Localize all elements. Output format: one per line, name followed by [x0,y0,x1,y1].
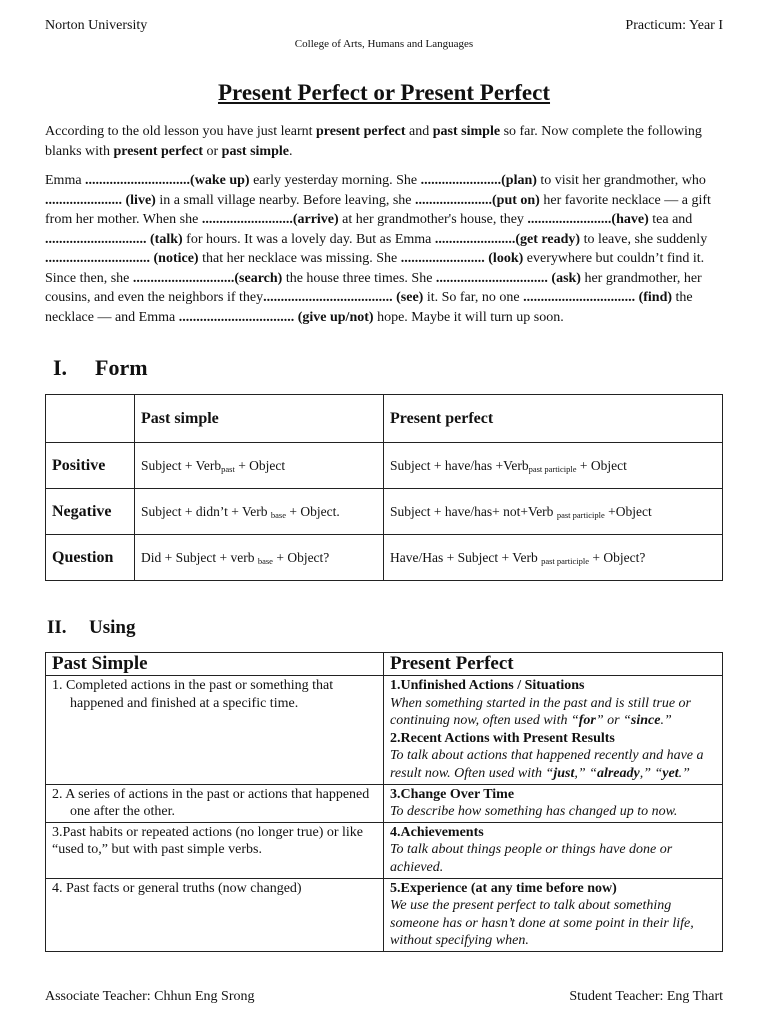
table-header-row [46,653,723,676]
usage-text: ,” “ [639,765,663,781]
formula-text: +Object [604,503,652,519]
table-row [46,878,723,951]
formula-subscript: past participle [541,555,589,566]
usage-item: 1. Completed actions in the past or something that happened and finished at a specific time. [52,678,334,711]
verb-cue: (put on) [492,192,540,208]
table-row [46,784,723,822]
usage-heading: 1.Unfinished Actions / Situations [390,678,585,693]
table-cell [384,676,723,785]
associate-teacher: Associate Teacher: Chhun Eng Srong [45,989,255,1004]
usage-text: ” or “ [595,713,631,729]
table-cell [135,535,384,581]
section-heading-using [47,617,135,639]
usage-item: 4. Past facts or general truths (now changed) [52,880,302,896]
formula-subscript: base [270,509,286,520]
practicum-label: Practicum: Year I [625,18,723,33]
table-row [46,535,723,581]
intro-keyword: past simple [221,144,289,159]
formula-text: + Object [576,457,627,473]
blank-12[interactable]: ................................ [435,270,552,286]
formula-subscript: past participle [528,463,577,474]
section-label: Using [89,617,136,638]
blank-14[interactable]: ................................ [523,290,639,305]
intro-keyword: present perfect [316,124,406,139]
verb-cue: (look) [488,251,524,266]
blank-13[interactable]: ..................................... [263,290,397,305]
blank-1[interactable]: .............................. [85,173,191,188]
story-text: to visit her grandmother, who [536,173,706,188]
table-cell [135,489,384,535]
section-heading-form [53,355,148,381]
table-cell [384,535,723,581]
usage-text: ,” “ [574,765,597,781]
usage-keyword: just [553,765,575,781]
table-cell [384,784,723,822]
blank-10[interactable]: ........................ [400,251,489,266]
blank-11[interactable]: ............................. [132,270,235,286]
usage-description: We use the present perfect to talk about something someone has or hasn’t done at some point in their life, without specifying when. [390,898,694,949]
verb-cue: (see) [396,290,424,305]
intro-text: . [288,144,293,159]
verb-cue: (get ready) [515,231,581,247]
usage-description: To describe how something has changed up to now. [390,804,678,820]
usage-item: 2. A series of actions in the past or actions that happened one after the other. [52,786,370,820]
table-cell [46,822,384,878]
usage-heading: 3.Change Over Time [390,786,515,802]
formula-text: Subject + Verb [141,457,222,473]
usage-table [45,652,723,952]
story-text: to leave, she suddenly [580,231,708,247]
table-row [46,443,723,489]
blank-9[interactable]: .............................. [45,251,154,266]
row-label: Negative [46,489,135,535]
instructions [45,122,723,162]
intro-text: According to the old lesson you have just learnt [45,124,316,139]
table-row [46,822,723,878]
story-text: at her grandmother's house, they [338,212,528,227]
story-text: tea and [648,212,693,227]
column-header: Past Simple [46,653,384,676]
formula-subscript: past [221,463,235,474]
story-text: that her necklace was missing. She [198,251,401,266]
usage-description: To talk about things people or things have done or achieved. [390,842,673,875]
usage-item: 3.Past habits or repeated actions (no longer true) or like “used to,” but with past simple verbs. [52,824,364,858]
column-header: Present Perfect [384,653,723,676]
story-text: Emma [45,173,86,188]
story-text: her favorite necklace — a gift from her mother. When she [45,192,711,227]
verb-cue: (find) [638,290,673,305]
table-cell [384,443,723,489]
formula-text: + Object [234,457,286,473]
usage-heading: 5.Experience (at any time before now) [390,880,617,896]
formula-text: Did + Subject + verb [141,549,258,565]
intro-text: and [405,124,433,139]
usage-text: .” [678,765,690,781]
row-label: Question [46,535,135,581]
story-text: for hours. It was a lovely day. But as Emma [182,231,435,247]
section-label: Form [95,355,148,380]
story-text: early yesterday morning. She [249,173,421,188]
blank-7[interactable]: ............................. [45,231,150,247]
table-row [46,489,723,535]
story-text: in a small village nearby. Before leaving, she [155,192,415,208]
verb-cue: (arrive) [292,212,339,227]
formula-subscript: base [257,555,273,566]
section-number: II. [47,617,67,638]
intro-keyword: past simple [432,124,501,139]
formula-text: + Object? [272,549,330,565]
intro-text: so far. Now complete the following blanks with [45,124,702,159]
usage-description [390,747,716,782]
usage-keyword: yet [662,765,679,781]
usage-text: .” [660,713,672,729]
usage-heading: 2.Recent Actions with Present Results [390,730,615,746]
table-cell [135,443,384,489]
story-text: it. So far, no one [423,290,524,305]
table-cell [46,784,384,822]
usage-keyword: already [596,765,640,781]
usage-text: To talk about actions that happened recently and have a result now. Often used with “ [390,748,704,781]
story-text: everywhere but couldn’t find it. Since then, she [45,251,705,286]
formula-text: + Object? [589,549,646,565]
table-row [46,676,723,785]
table-cell [46,878,384,951]
table-cell [46,676,384,785]
verb-cue: (search) [234,270,283,286]
fill-in-story [45,171,723,327]
story-text: the house three times. She [282,270,436,286]
formula-text: Subject + didn’t + Verb [141,503,271,519]
blank-3[interactable]: ...................... [45,192,126,208]
usage-text: When something started in the past and is still true or continuing now, often used with “ [390,695,691,729]
verb-cue: (wake up) [190,173,250,188]
verb-cue: (notice) [153,251,199,266]
table-cell [384,822,723,878]
table-header-row [46,395,723,443]
verb-cue: (talk) [150,231,183,247]
usage-keyword: since [630,713,661,729]
verb-cue: (give up/not) [297,309,374,325]
formula-text: + Object. [285,503,340,519]
intro-keyword: present perfect [113,144,203,159]
verb-cue: (ask) [551,270,581,286]
blank-4[interactable]: ...................... [415,192,492,208]
story-text: the necklace — and Emma [45,290,693,325]
column-header: Present perfect [384,395,723,443]
intro-text: or [203,144,222,159]
college-name: College of Arts, Humans and Languages [294,38,474,50]
table-cell [384,489,723,535]
formula-subscript: past participle [556,509,605,520]
usage-heading: 4.Achievements [390,824,484,840]
formula-text: Have/Has + Subject + Verb [390,549,542,565]
blank-15[interactable]: ................................. [178,309,298,325]
story-text: her grandmother, her cousins, and even the neighbors if they [45,270,702,305]
blank-2[interactable]: ....................... [420,173,502,188]
university-name: Norton University [45,18,148,33]
table-cell [384,878,723,951]
usage-description [390,695,716,730]
column-header: Past simple [135,395,384,443]
blank-6[interactable]: ........................ [527,212,612,227]
table-corner-cell [46,395,135,443]
section-number: I. [53,355,68,380]
verb-cue: (plan) [501,173,537,188]
page-title: Present Perfect or Present Perfect [217,80,551,105]
blank-8[interactable]: ....................... [434,231,516,247]
student-teacher: Student Teacher: Eng Thart [569,989,723,1004]
verb-cue: (live) [125,192,156,208]
row-label: Positive [46,443,135,489]
verb-cue: (have) [611,212,649,227]
formula-text: Subject + have/has +Verb [390,457,529,473]
story-text: hope. Maybe it will turn up soon. [373,309,564,325]
form-table [45,394,723,581]
blank-5[interactable]: .......................... [201,212,293,227]
usage-keyword: for [578,713,596,729]
formula-text: Subject + have/has+ not+Verb [390,503,557,519]
